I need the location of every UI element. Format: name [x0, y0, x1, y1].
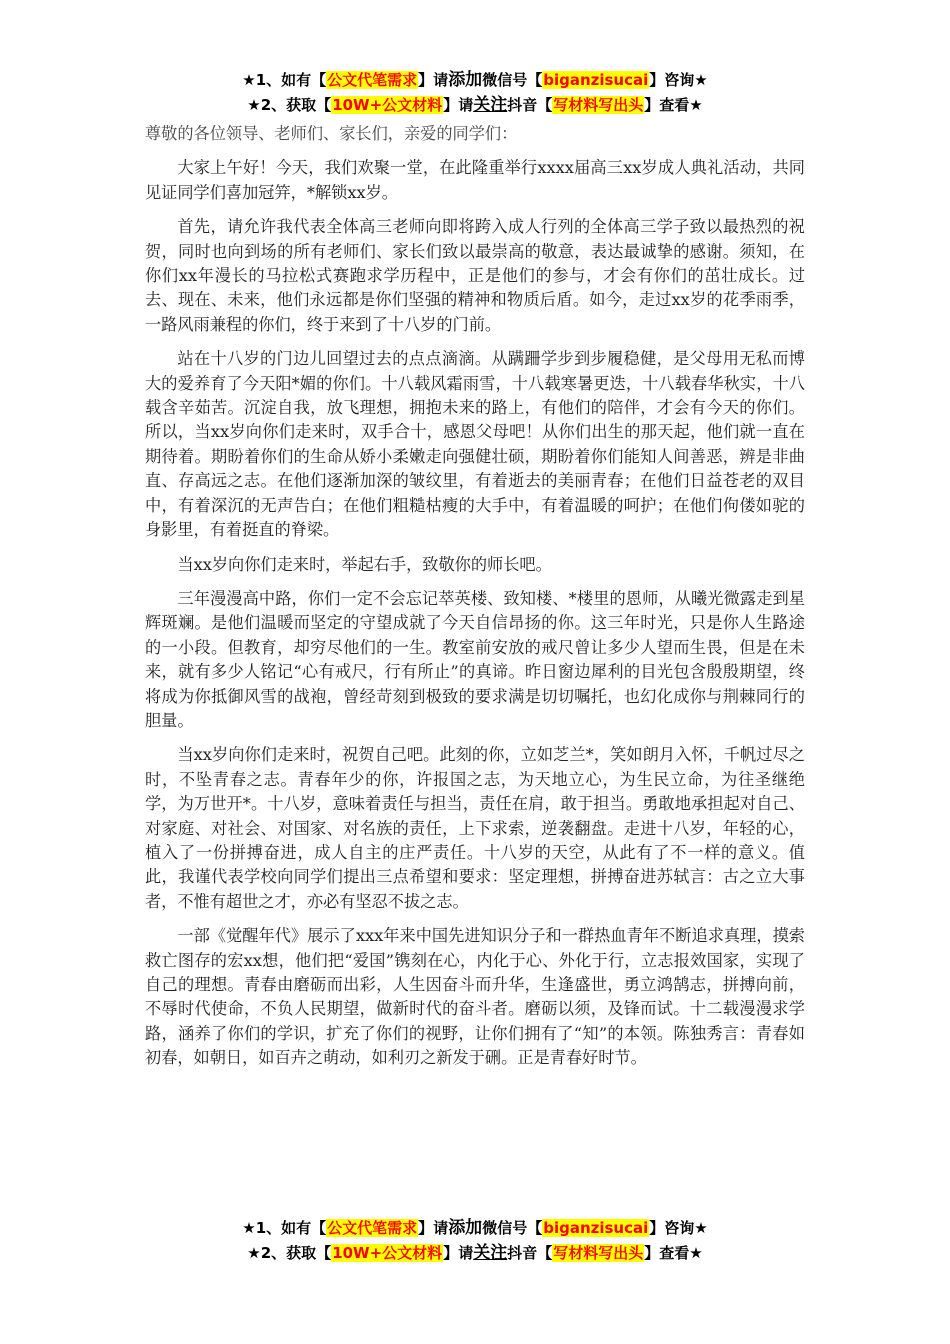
banner-emphasis: 添加	[448, 70, 483, 90]
banner-highlight: 公文代笔需求	[327, 71, 418, 89]
paragraph: 当xx岁向你们走来时，祝贺自己吧。此刻的你，立如芝兰*，笑如朗月入怀，千帆过尽之时，不坠青春之志。青春年少的你，许报国之志，为天地立心，为生民立命，为往圣继绝学，为万世开*。十八岁，意味着责任与担当，责任在肩，敢于担当。勇敢地承担起对自己、对家庭、对社会、对国家、对名族的责任，上下求索，逆袭翻盘。走进十八岁，年轻的心，植入了一份拼搏奋进，成人自主的庄严责任。十八岁的天空，从此有了不一样的意义。值此，我谨代表学校向同学们提出三点希望和要求：坚定理想，拼搏奋进苏轼言：古之立大事者，不惟有超世之才，亦必有坚忍不拔之志。	[145, 745, 805, 911]
banner-highlight: 公文代笔需求	[327, 1219, 418, 1237]
banner-text: ★1、如有【	[242, 1219, 327, 1237]
paragraph: 大家上午好！今天，我们欢聚一堂，在此隆重举行xxxx届高三xx岁成人典礼活动，共同见证同学们喜加冠笄，*解锁xx岁。	[145, 158, 805, 202]
banner-text: 】咨询★	[649, 71, 708, 89]
banner-text: 】咨询★	[649, 1219, 708, 1237]
salutation: 尊敬的各位领导、老师们、家长们，亲爱的同学们：	[145, 124, 518, 143]
banner-text: 】请	[418, 1219, 449, 1237]
banner-text: 】请	[418, 71, 449, 89]
banner-emphasis: 关注	[473, 1243, 508, 1263]
banner-highlight: biganzisucai	[543, 71, 649, 89]
top-ad-banner-line-2	[0, 93, 950, 117]
banner-text: ★2、获取【	[247, 96, 332, 114]
speech-body	[145, 122, 805, 1081]
banner-text: 】查看★	[644, 1244, 703, 1262]
banner-text: 抖音【	[507, 1244, 553, 1262]
banner-text: 微信号【	[482, 1219, 543, 1237]
paragraph: 一部《觉醒年代》展示了xxx年来中国先进知识分子和一群热血青年不断追求真理，摸索救亡图存的宏xx想，他们把“爱国”镌刻在心，内化于心、外化于行，立志报效国家，实现了自己的理想。青春由磨砺而出彩，人生因奋斗而升华，生逢盛世，勇立鸿鹄志，拼搏向前，不辱时代使命，不负人民期望，做新时代的奋斗者。磨砺以须，及锋而试。十二载漫漫求学路，涵养了你们的学识，扩充了你们的视野，让你们拥有了“知”的本领。陈独秀言：青春如初春，如朝日，如百卉之萌动，如利刃之新发于硎。正是青春好时节。	[145, 926, 805, 1068]
banner-text: ★2、获取【	[247, 1244, 332, 1262]
banner-highlight: 10W+公文材料	[332, 96, 443, 114]
banner-highlight: 10W+公文材料	[332, 1244, 443, 1262]
banner-text: 】查看★	[644, 96, 703, 114]
banner-highlight: 写材料写出头	[553, 96, 644, 114]
banner-text: 微信号【	[482, 71, 543, 89]
banner-highlight: biganzisucai	[543, 1219, 649, 1237]
bottom-ad-banner-line-1	[0, 1216, 950, 1240]
banner-text: 抖音【	[507, 96, 553, 114]
banner-emphasis: 关注	[473, 95, 508, 115]
paragraph: 首先，请允许我代表全体高三老师向即将跨入成人行列的全体高三学子致以最热烈的祝贺，同时也向到场的所有老师们、家长们致以最崇高的敬意，表达最诚挚的感谢。须知，在你们xx年漫长的马拉松式赛跑求学历程中，正是他们的参与，才会有你们的茁壮成长。过去、现在、未来，他们永远都是你们坚强的精神和物质后盾。如今，走过xx岁的花季雨季，一路风雨兼程的你们，终于来到了十八岁的门前。	[145, 217, 805, 334]
banner-text: 】请	[443, 96, 474, 114]
banner-text: 】请	[443, 1244, 474, 1262]
banner-emphasis: 添加	[448, 1218, 483, 1238]
paragraph: 站在十八岁的门边儿回望过去的点点滴滴。从蹒跚学步到步履稳健，是父母用无私而博大的爱养育了今天阳*媚的你们。十八载风霜雨雪，十八载寒暑更迭，十八载春华秋实，十八载含辛茹苦。沉淀自我，放飞理想，拥抱未来的路上，有他们的陪伴，才会有今天的你们。所以，当xx岁向你们走来时，双手合十，感恩父母吧！从你们出生的那天起，他们就一直在期待着。期盼着你们的生命从娇小柔嫩走向强健壮硕，期盼着你们能知人间善恶，辨是非曲直、存高远之志。在他们逐渐加深的皱纹里，有着逝去的美丽青春；在他们日益苍老的双目中，有着深沉的无声告白；在他们粗糙枯瘦的大手中，有着温暖的呵护；在他们佝偻如驼的身影里，有着挺直的脊梁。	[145, 349, 805, 540]
banner-highlight: 写材料写出头	[553, 1244, 644, 1262]
paragraph: 三年漫漫高中路，你们一定不会忘记萃英楼、致知楼、*楼里的恩师，从曦光微露走到星辉斑斓。是他们温暖而坚定的守望成就了今天自信昂扬的你。这三年时光，只是你人生路途的一小段。但教育，却穷尽他们的一生。教室前安放的戒尺曾让多少人望而生畏，但是在未来，就有多少人铭记“心有戒尺，行有所止”的真谛。昨日窗边犀利的目光包含殷殷期望，终将成为你抵御风雪的战袍，曾经苛刻到极致的要求满是切切嘱托，也幻化成你与荆棘同行的胆量。	[145, 588, 805, 730]
bottom-ad-banner-line-2	[0, 1241, 950, 1265]
top-ad-banner-line-1	[0, 68, 950, 92]
paragraph: 当xx岁向你们走来时，举起右手，致敬你的师长吧。	[177, 554, 552, 574]
banner-text: ★1、如有【	[242, 71, 327, 89]
